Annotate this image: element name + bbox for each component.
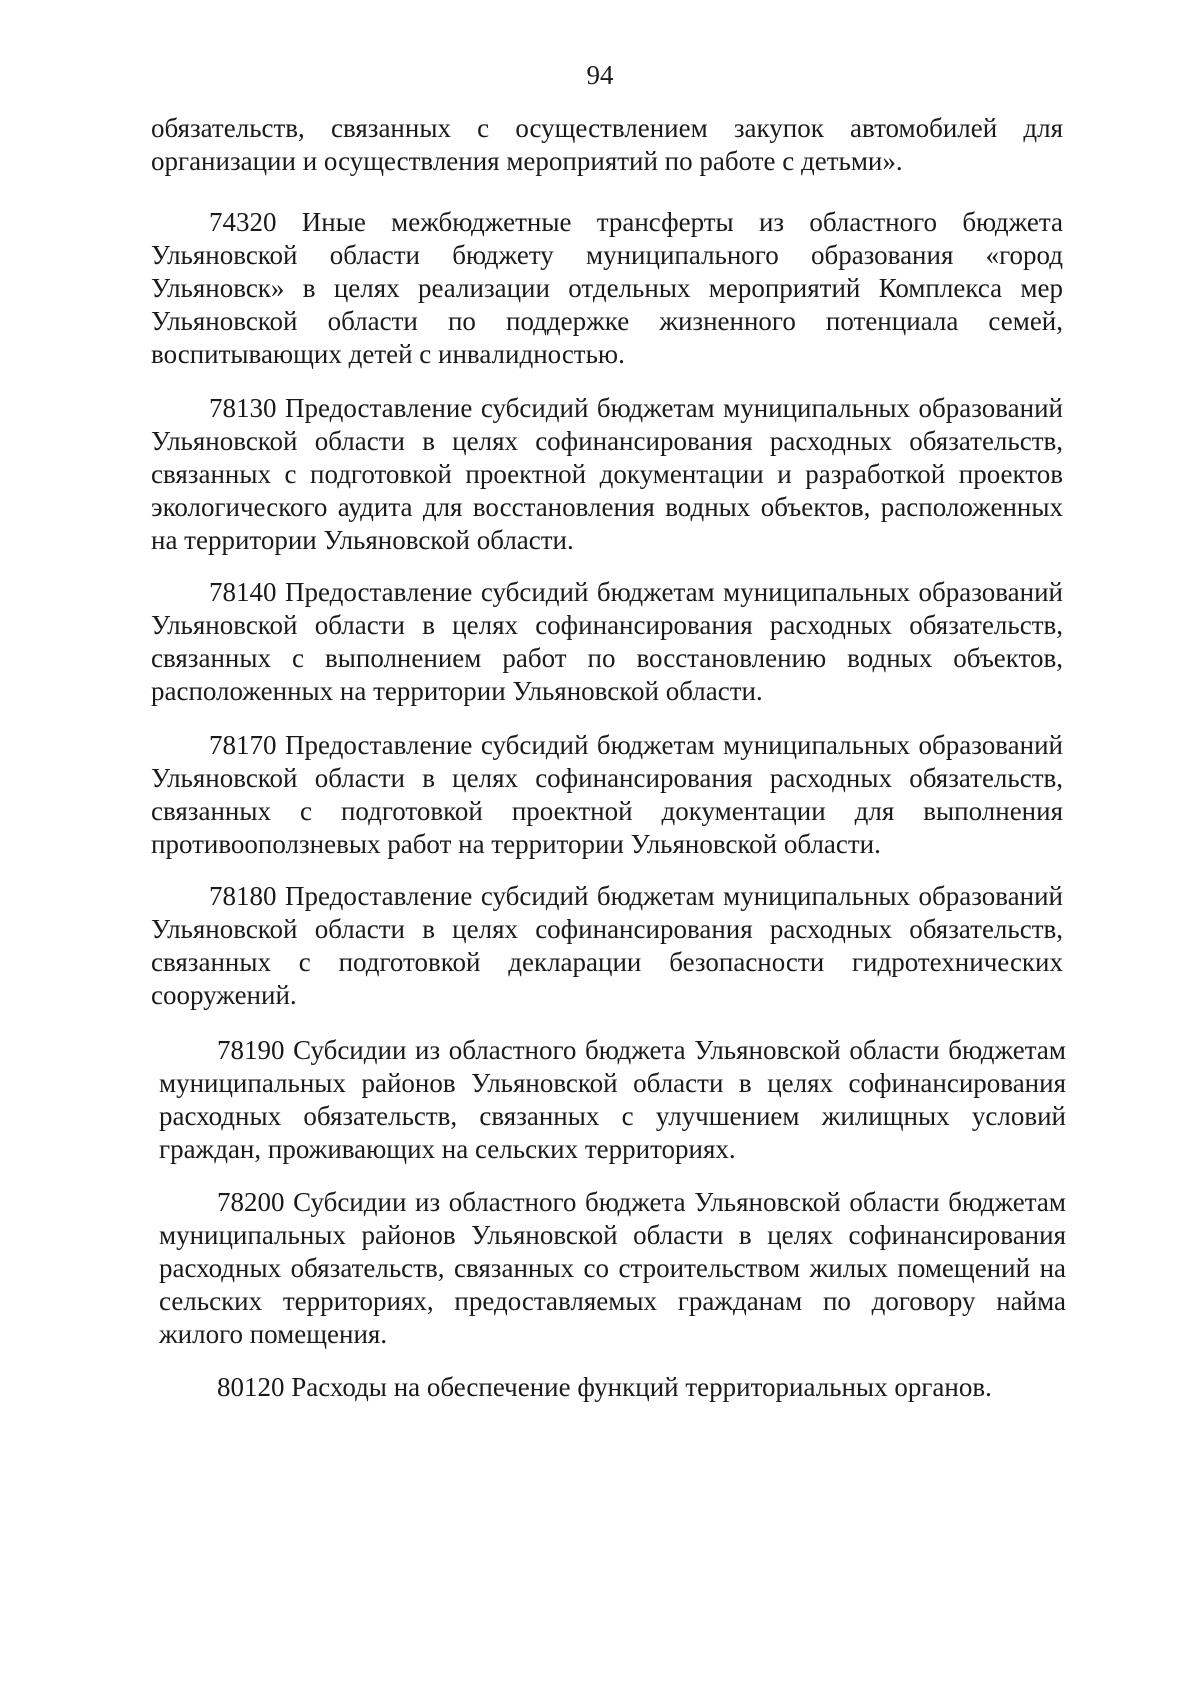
paragraph-78130: 78130 Предоставление субсидий бюджетам муниципальных образований Ульяновской области в целях софинансирования расходных обязательств, связанных с подготовкой проектной документации и разработкой проектов экологического аудита для восстановления водных объектов, расположенных на территории Ульяновской области. — [151, 393, 1063, 555]
paragraph-78200: 78200 Субсидии из областного бюджета Ульяновской области бюджетам муниципальных районов Ульяновской области в целях софинансирования расходных обязательств, связанных со строительством жилых помещений на сельских территориях, предоставляемых гражданам по договору найма жилого помещения. — [159, 1187, 1066, 1349]
paragraph-78190: 78190 Субсидии из областного бюджета Ульяновской области бюджетам муниципальных районов Ульяновской области в целях софинансирования расходных обязательств, связанных с улучшением жилищных условий граждан, проживающих на сельских территориях. — [159, 1035, 1066, 1164]
paragraph-continuation: обязательств, связанных с осуществлением закупок автомобилей для организации и осуществления мероприятий по работе с детьми». — [151, 113, 1063, 176]
paragraph-78170: 78170 Предоставление субсидий бюджетам муниципальных образований Ульяновской области в целях софинансирования расходных обязательств, связанных с подготовкой проектной документации для выполнения противооползневых работ на территории Ульяновской области. — [151, 730, 1063, 859]
paragraph-78180: 78180 Предоставление субсидий бюджетам муниципальных образований Ульяновской области в целях софинансирования расходных обязательств, связанных с подготовкой декларации безопасности гидротехнических сооружений. — [151, 881, 1063, 1010]
paragraph-78140: 78140 Предоставление субсидий бюджетам муниципальных образований Ульяновской области в целях софинансирования расходных обязательств, связанных с выполнением работ по восстановлению водных объектов, расположенных на территории Ульяновской области. — [151, 577, 1063, 706]
paragraph-74320: 74320 Иные межбюджетные трансферты из областного бюджета Ульяновской области бюджету муниципального образования «город Ульяновск» в целях реализации отдельных мероприятий Комплекса мер Ульяновской области по поддержке жизненного потенциала семей, воспитывающих детей с инвалидностью. — [151, 207, 1063, 369]
page-number: 94 — [586, 60, 614, 90]
paragraph-80120: 80120 Расходы на обеспечение функций территориальных органов. — [217, 1372, 992, 1402]
